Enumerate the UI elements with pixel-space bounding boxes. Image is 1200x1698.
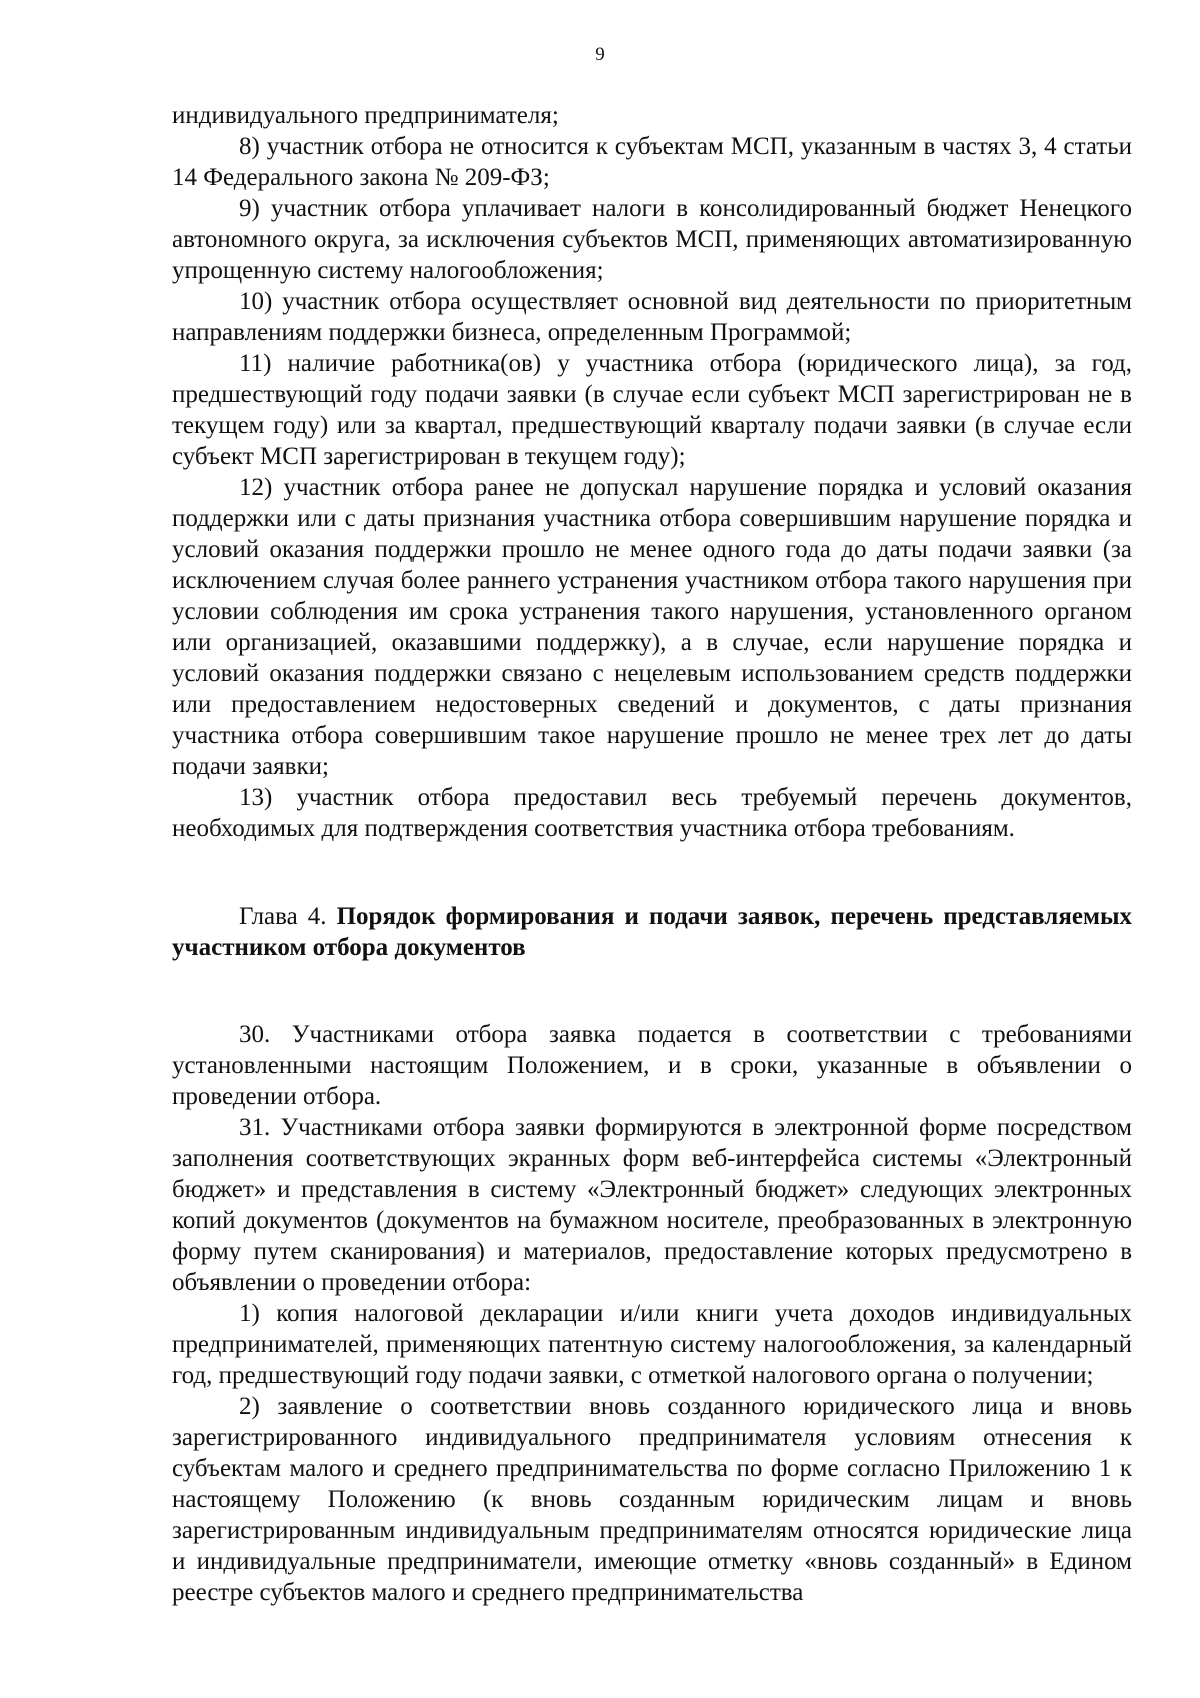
- list-item-9: 9) участник отбора уплачивает налоги в консолидированный бюджет Ненецкого автономного округа, за исключения субъектов МСП, применяющих автоматизированную упрощенную систему налогообложения;: [172, 195, 1132, 284]
- clause-31-item-2: 2) заявление о соответствии вновь созданного юридического лица и вновь зарегистрированного индивидуального предпринимателя условиям отнесения к субъектам малого и среднего предпринимательства по форме согласно Приложению 1 к настоящему Положению (к вновь созданным юридическим лицам и вновь зарегистрированным индивидуальным предпринимателям относятся юридические лица и индивидуальные предприниматели, имеющие отметку «вновь созданный» в Едином реестре субъектов малого и среднего предпринимательства: [172, 1393, 1132, 1606]
- list-item-10: 10) участник отбора осуществляет основной вид деятельности по приоритетным направлениям поддержки бизнеса, определенным Программой;: [172, 288, 1132, 346]
- page-number: 9: [595, 44, 605, 65]
- clause-30: 30. Участниками отбора заявка подается в соответствии с требованиями установленными настоящим Положением, и в сроки, указанные в объявлении о проведении отбора.: [172, 1021, 1132, 1110]
- chapter-heading: [172, 901, 1132, 963]
- paragraph-continuation: индивидуального предпринимателя;: [172, 102, 559, 129]
- list-item-11: 11) наличие работника(ов) у участника отбора (юридического лица), за год, предшествующий году подачи заявки (в случае если субъект МСП зарегистрирован не в текущем году) или за квартал, предшествующий кварталу подачи заявки (в случае если субъект МСП зарегистрирован в текущем году);: [172, 350, 1132, 470]
- document-body: [172, 100, 1132, 1608]
- list-item-8: 8) участник отбора не относится к субъектам МСП, указанным в частях 3, 4 статьи 14 Федерального закона № 209-ФЗ;: [172, 133, 1132, 191]
- clause-31-item-1: 1) копия налоговой декларации и/или книги учета доходов индивидуальных предпринимателей, применяющих патентную систему налогообложения, за календарный год, предшествующий году подачи заявки, с отметкой налогового органа о получении;: [172, 1300, 1132, 1389]
- list-item-13: 13) участник отбора предоставил весь требуемый перечень документов, необходимых для подтверждения соответствия участника отбора требованиям.: [172, 784, 1132, 842]
- clause-31: 31. Участниками отбора заявки формируются в электронной форме посредством заполнения соответствующих экранных форм веб-интерфейса системы «Электронный бюджет» и представления в систему «Электронный бюджет» следующих электронных копий документов (документов на бумажном носителе, преобразованных в электронную форму путем сканирования) и материалов, предоставление которых предусмотрено в объявлении о проведении отбора:: [172, 1114, 1132, 1296]
- list-item-12: 12) участник отбора ранее не допускал нарушение порядка и условий оказания поддержки или с даты признания участника отбора совершившим нарушение порядка и условий оказания поддержки прошло не менее одного года до даты подачи заявки (за исключением случая более раннего устранения участником отбора такого нарушения при условии соблюдения им срока устранения такого нарушения, установленного органом или организацией, оказавшими поддержку), а в случае, если нарушение порядка и условий оказания поддержки связано с нецелевым использованием средств поддержки или предоставлением недостоверных сведений и документов, с даты признания участника отбора совершившим такое нарушение прошло не менее трех лет до даты подачи заявки;: [172, 474, 1132, 780]
- chapter-prefix: Глава 4.: [239, 903, 327, 930]
- chapter-title: Порядок формирования и подачи заявок, перечень представляемых участником отбора документов: [172, 903, 1133, 961]
